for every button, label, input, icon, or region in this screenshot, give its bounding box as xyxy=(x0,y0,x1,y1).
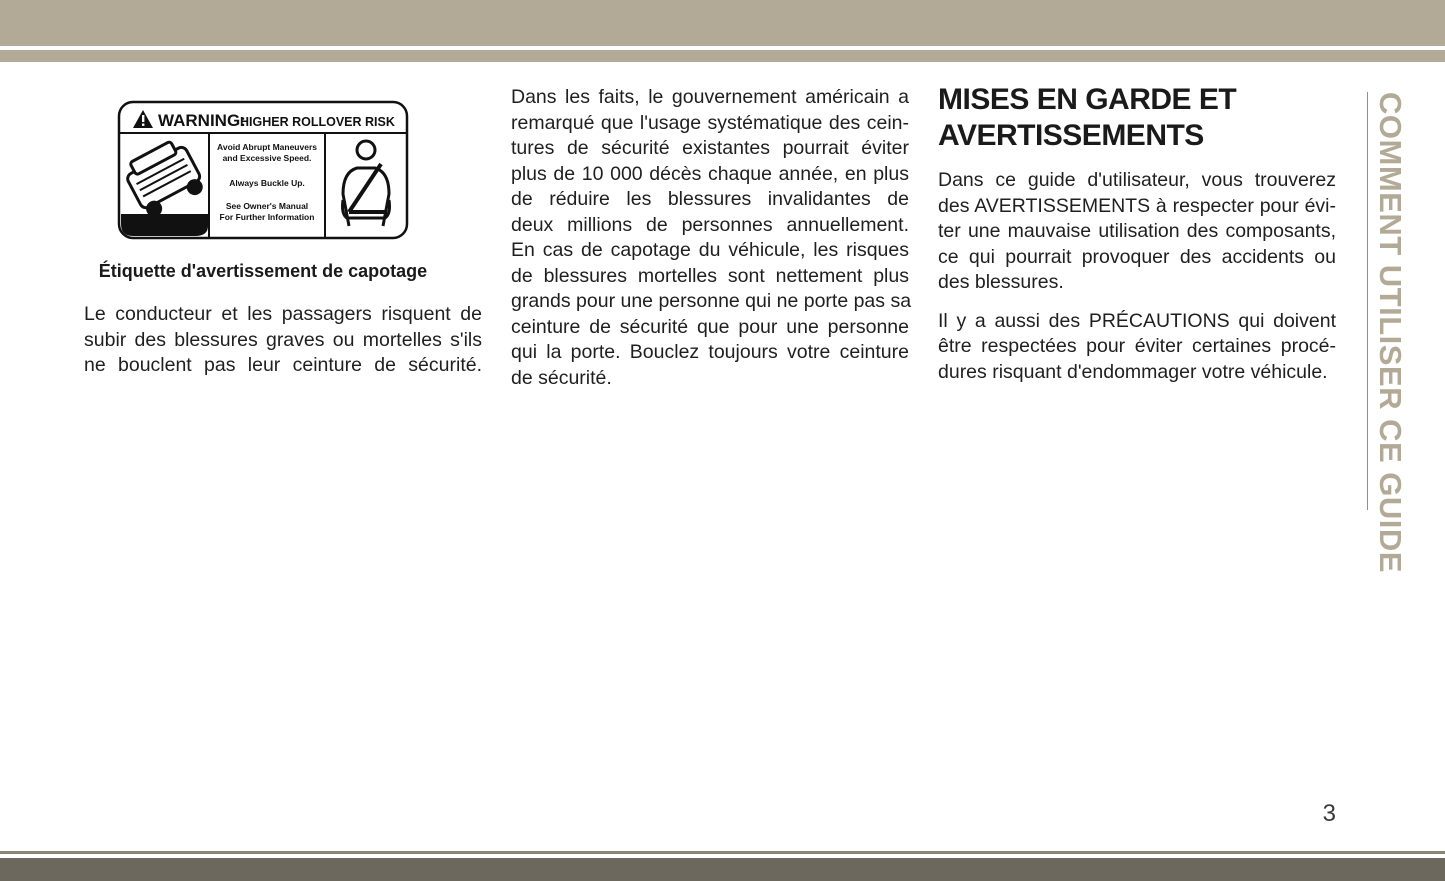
column-3 xyxy=(938,168,1336,385)
label-line-4: See Owner's Manual xyxy=(225,201,309,211)
text-line: subir des blessures graves ou mortelles s'ils xyxy=(84,328,482,351)
label-title-main: WARNING: xyxy=(158,111,246,130)
column-1 xyxy=(84,302,482,379)
text-line: de réduire les blessures invalidantes de xyxy=(511,188,909,210)
page-number: 3 xyxy=(1322,800,1336,827)
heading-line-1: MISES EN GARDE ET xyxy=(938,83,1237,116)
text-line: En cas de capotage du véhicule, les risques xyxy=(511,239,909,261)
text-line: de sécurité. xyxy=(511,366,612,389)
paragraph-precautions xyxy=(938,309,1336,386)
label-title-rest: HIGHER ROLLOVER RISK xyxy=(240,115,395,129)
section-side-tab xyxy=(1367,92,1408,573)
text-line: ce qui pourrait provoquer des accidents ou xyxy=(938,245,1336,268)
footer-band xyxy=(0,858,1445,881)
footer-rule xyxy=(0,851,1445,854)
label-line-1: Avoid Abrupt Maneuvers xyxy=(217,142,317,152)
text-line: être respectées pour éviter certaines procé- xyxy=(938,335,1336,357)
text-line: tures de sécurité existantes pourrait éviter xyxy=(511,137,909,159)
section-heading xyxy=(938,82,1336,154)
side-tab-label: COMMENT UTILISER CE GUIDE xyxy=(1373,92,1408,573)
figure-caption: Étiquette d'avertissement de capotage xyxy=(98,261,428,281)
text-line: de blessures mortelles sont nettement plus xyxy=(511,264,909,287)
label-line-5: For Further Information xyxy=(219,212,315,222)
text-line: des AVERTISSEMENTS à respecter pour évi- xyxy=(938,194,1336,217)
label-line-3: Always Buckle Up. xyxy=(229,178,305,188)
text-line: dures risquant d'endommager votre véhicule. xyxy=(938,360,1328,383)
text-line: des blessures. xyxy=(938,271,1064,293)
text-line: Il y a aussi des PRÉCAUTIONS qui doivent xyxy=(938,309,1336,332)
text-line: grands pour une personne qui ne porte pas sa xyxy=(511,290,912,312)
heading-line-2: AVERTISSEMENTS xyxy=(938,119,1204,152)
header-band xyxy=(0,0,1445,46)
text-line: ter une mauvaise utilisation des composants, xyxy=(938,220,1336,242)
header-rule xyxy=(0,50,1445,62)
text-line: deux millions de personnes annuellement. xyxy=(511,213,909,236)
text-line: qui la porte. Bouclez toujours votre ceinture xyxy=(511,341,909,363)
text-line: Dans ce guide d'utilisateur, vous trouverez xyxy=(938,169,1336,191)
column-2 xyxy=(511,85,912,391)
rollover-warning-label-figure xyxy=(117,100,409,240)
paragraph-seatbelt-risk xyxy=(84,302,482,379)
paragraph-warnings xyxy=(938,168,1336,296)
text-line: Dans les faits, le gouvernement américain a xyxy=(511,86,909,108)
label-line-2: and Excessive Speed. xyxy=(222,153,312,163)
text-line: Le conducteur et les passagers risquent de xyxy=(84,303,482,325)
text-line: ceinture de sécurité que pour une personne xyxy=(511,315,909,338)
text-line: plus de 10 000 décès chaque année, en plus xyxy=(511,162,909,185)
paragraph-us-government xyxy=(511,85,912,391)
text-line: remarqué que l'usage systématique des cein- xyxy=(511,111,909,134)
text-line: ne bouclent pas leur ceinture de sécurité. xyxy=(84,354,482,376)
